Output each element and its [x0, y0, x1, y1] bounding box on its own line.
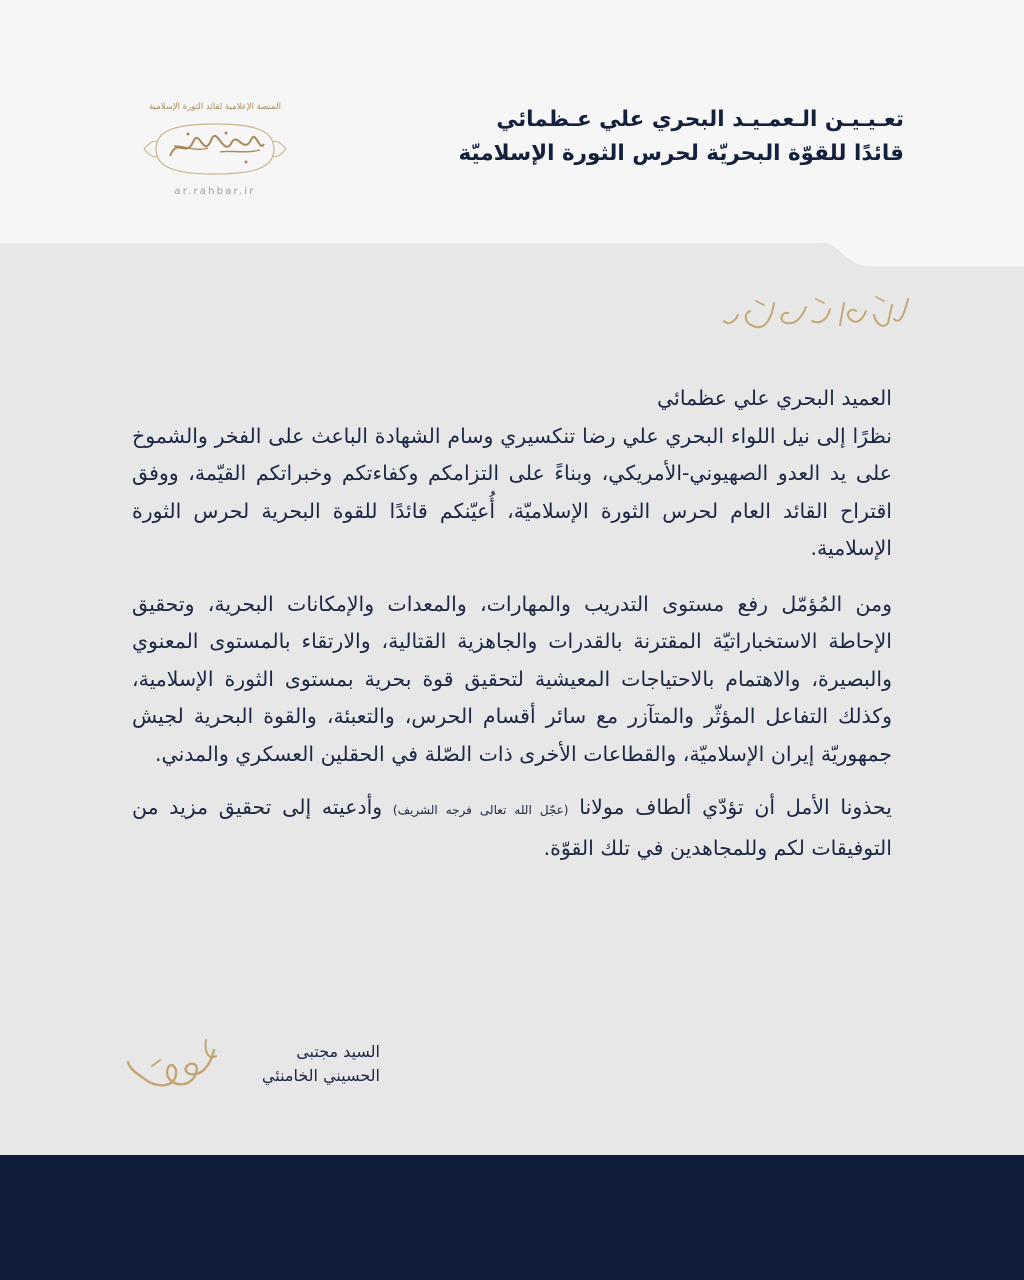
calligraphy-emblem-icon: [136, 116, 294, 182]
logo-caption: المنصة الإعلامية لقائد الثورة الإسلامية: [148, 102, 282, 112]
title-line-1: تعـيـيـن الـعمـيـد البحري علي عـظمائي: [496, 107, 904, 132]
letter-body: [132, 380, 892, 867]
letter-paragraph-1: نظرًا إلى نيل اللواء البحري علي رضا تنكسيري وسام الشهادة الباعث على الفخر والشموخ على يد العدو الصهيوني-الأمريكي، وبناءً على التزامكم وكفاءتكم وخبراتكم القيّمة، ووفق اقتراح القائد العام لحرس الثورة الإسلاميّة، أُعيّنكم قائدًا للقوة البحرية لحرس الثورة الإسلامية.: [132, 423, 892, 560]
logo-url: ar.rahbar.ir: [174, 186, 256, 197]
header: [0, 0, 1024, 243]
paragraph-3-end: وأدعيته إلى تحقيق مزيد من التوفيقات لكم وللمجاهدين في تلك القوّة.: [132, 795, 892, 860]
panel-top-notch: [0, 243, 1024, 283]
logo: [130, 100, 300, 204]
paragraph-3-start: يحذونا الأمل أن تؤدّي ألطاف مولانا: [579, 795, 892, 819]
paragraph-3-aside: (عجّل الله تعالى فرجه الشريف): [392, 803, 569, 817]
handwritten-signature-icon: [124, 1030, 220, 1100]
signature-line-2: الحسيني الخامنئي: [261, 1066, 380, 1085]
letter-paragraph-3: [132, 789, 892, 867]
page-title: [458, 103, 904, 171]
letter-addressee: العميد البحري علي عظمائي: [657, 386, 892, 410]
title-line-2: قائدًا للقوّة البحريّة لحرس الثورة الإسلاميّة: [458, 141, 904, 166]
letter-paragraph-2: ومن المُؤمّل رفع مستوى التدريب والمهارات، والمعدات والإمكانات البحرية، وتحقيق الإحاطة الاستخباراتيّة المقترنة بالقدرات والجاهزية القتالية، والارتقاء بالمستوى المعنوي والبصيرة، والاهتمام بالاحتياجات المعيشية لتحقيق قوة بحرية بمستوى الثورة الإسلامية، وكذلك التفاعل المؤثّر والمتآزر مع سائر أقسام الحرس، والتعبئة، والقوة البحرية لجيش جمهوريّة إيران الإسلاميّة، والقطاعات الأخرى ذات الصّلة في الحقلين العسكري والمدني.: [132, 591, 892, 766]
footer-bar: [0, 1155, 1024, 1280]
signature-line-1: السيد مجتبى: [296, 1042, 380, 1061]
signature-name: [220, 1040, 380, 1088]
basmala-calligraphy-icon: [716, 285, 916, 345]
